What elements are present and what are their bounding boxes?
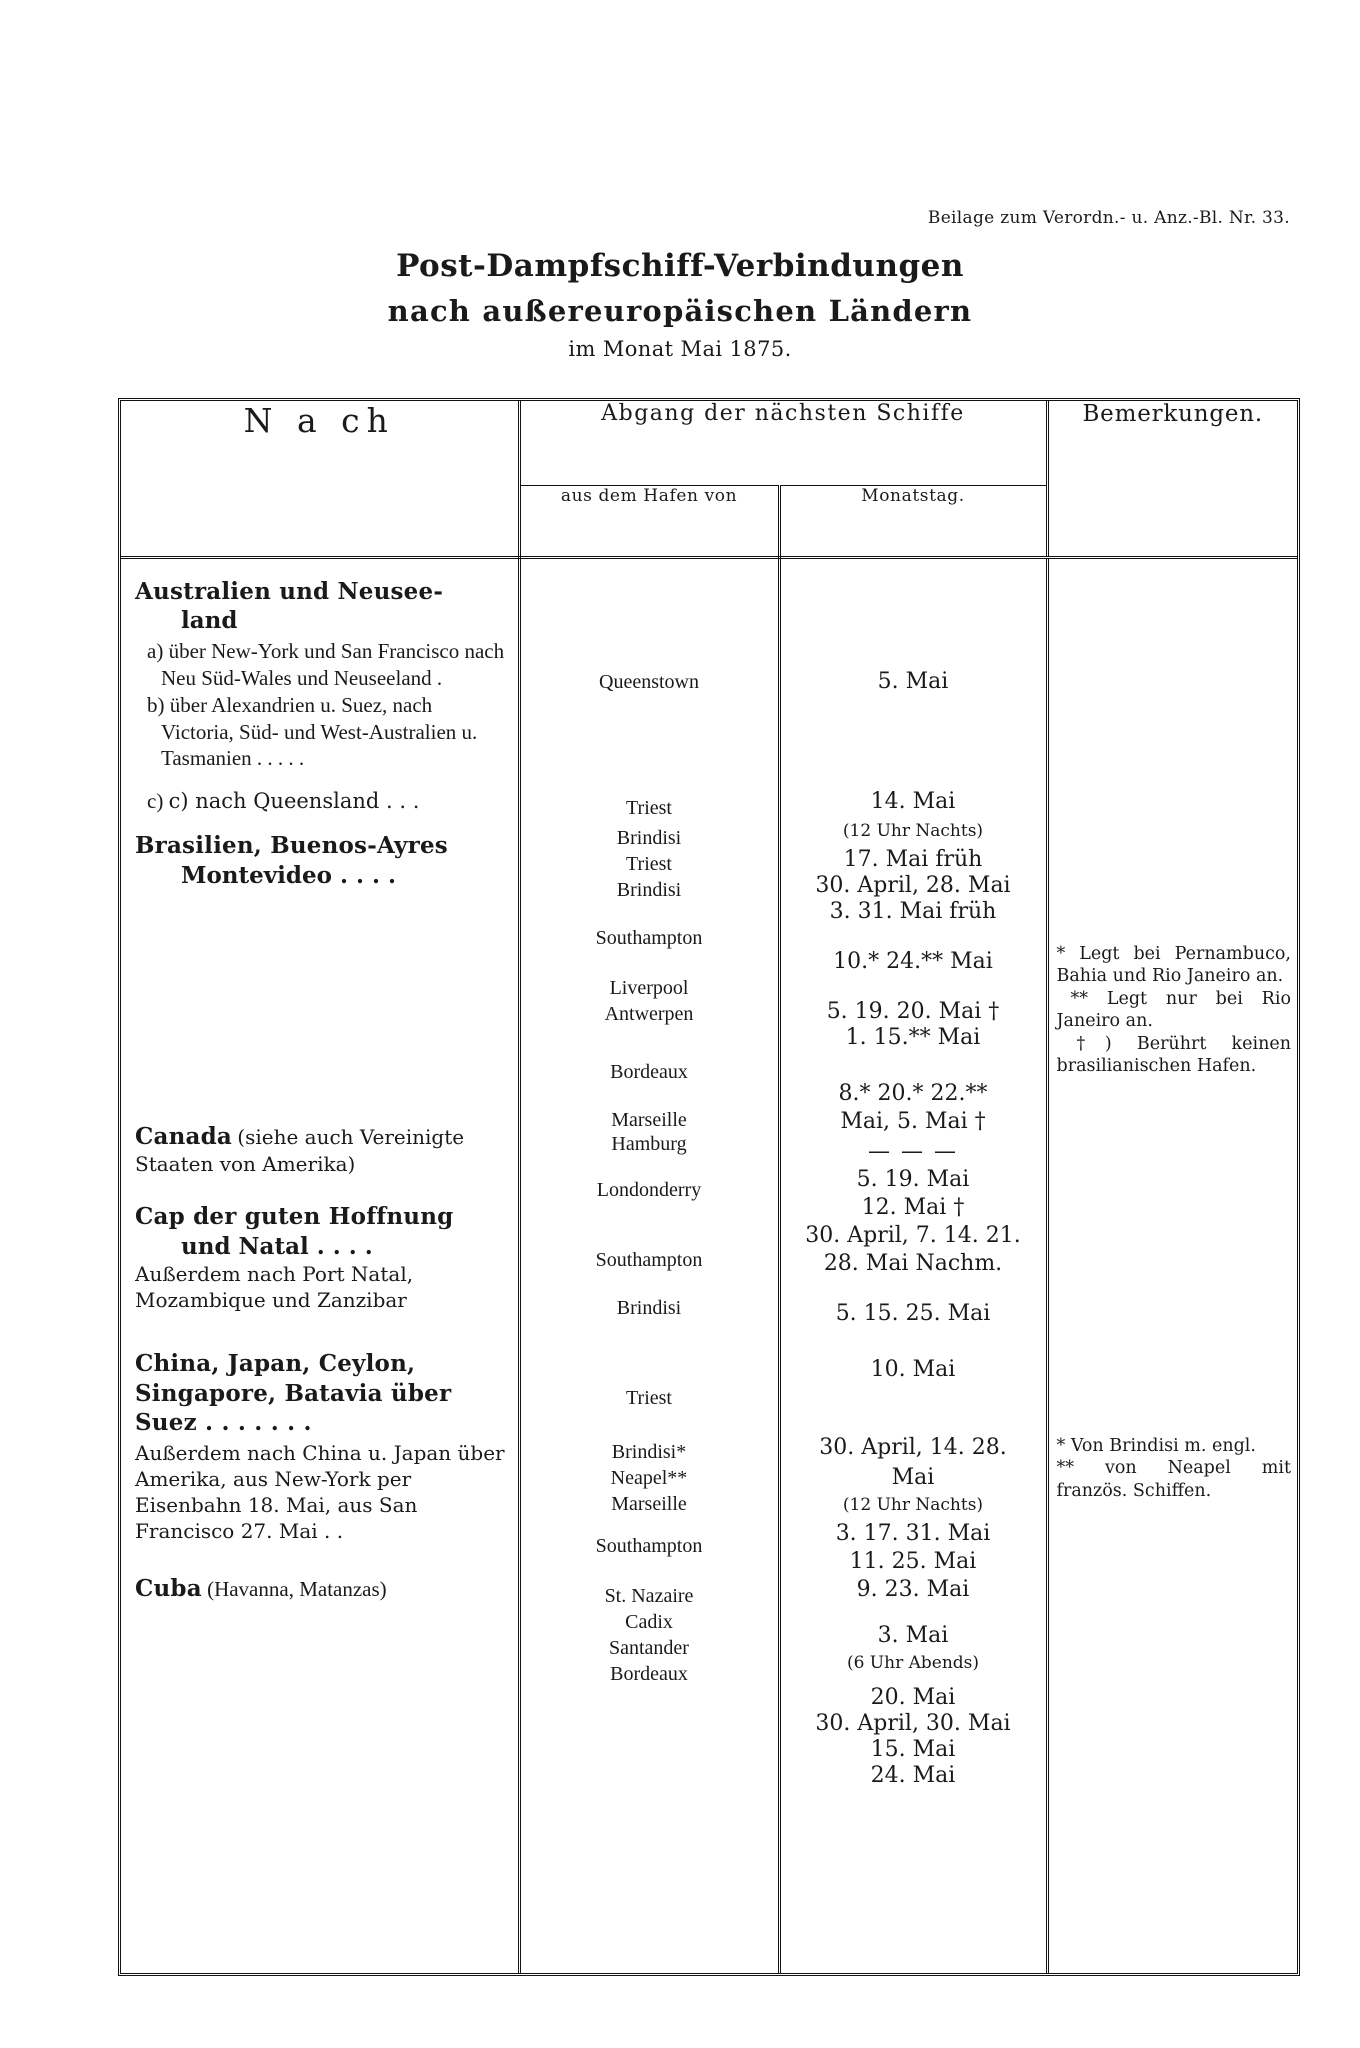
destination-subitem-c-text: c) nach Queensland . . . (168, 789, 420, 814)
destination-title: Cuba (135, 1574, 202, 1602)
date-value: 11. 25. Mai (849, 1549, 977, 1574)
remark-text: ** Legt nur bei Rio Janeiro an. (1056, 988, 1291, 1032)
port-name: Brindisi (616, 1297, 682, 1319)
table-row (135, 1202, 508, 1313)
date-value: Mai (891, 1465, 935, 1490)
date-value: 24. Mai (870, 1763, 956, 1788)
port-name: Southampton (595, 1249, 703, 1271)
ports-column (519, 558, 779, 1974)
port-name: St. Nazaire (604, 1585, 694, 1607)
port-name: Cadix (625, 1611, 673, 1633)
destination-subitem-c: c) c) nach Queensland . . . (147, 789, 420, 814)
date-note: (6 Uhr Abends) (846, 1653, 980, 1673)
remark-group (1057, 943, 1292, 1077)
date-value: 30. April, 28. Mai (815, 873, 1011, 898)
port-name: Antwerpen (604, 1003, 694, 1025)
port-name: Marseille (611, 1109, 687, 1131)
destination-subitem: b) über Alexandrien u. Suez, nach Victoria, Süd- und West-Australien u. Tasmanien . . . . . (147, 692, 478, 771)
page-subtitle: nach außereuropäischen Ländern (387, 294, 973, 328)
remarks-column (1047, 558, 1297, 1974)
date-value: 14. Mai (870, 789, 956, 814)
port-name: Brindisi (616, 879, 682, 901)
date-note: (12 Uhr Nachts) (842, 821, 984, 841)
remark-group (1057, 1435, 1292, 1502)
date-value: 28. Mai Nachm. (823, 1251, 1003, 1276)
destination-title: Brasilien, Buenos-Ayres (135, 832, 448, 860)
date-value: 30. April, 7. 14. 21. (805, 1223, 1021, 1248)
date-value: 10.* 24.** Mai (833, 949, 993, 974)
schedule-table (118, 398, 1300, 1976)
header-monatstag: Monatstag. (779, 485, 1047, 557)
date-value: 5. 15. 25. Mai (835, 1301, 991, 1326)
date-divider: — — — (868, 1139, 958, 1164)
destination-note: Außerdem nach Port Natal, Mozambique und Zanzibar (135, 1262, 414, 1313)
destination-title-cont: Singapore, Batavia über (135, 1379, 452, 1407)
remark-text: †) Berührt keinen brasilianischen Hafen. (1056, 1033, 1291, 1076)
destination-title-cont: land (181, 607, 238, 635)
schedule-table-inner (121, 401, 1297, 1973)
page-month: im Monat Mai 1875. (568, 337, 792, 361)
date-value: 9. 23. Mai (856, 1577, 970, 1602)
date-value: Mai, 5. Mai † (840, 1109, 986, 1134)
destination-title-cont: und Natal . . . . (181, 1232, 373, 1260)
dates-column (779, 558, 1047, 1974)
date-value: 1. 15.** Mai (845, 1025, 981, 1050)
remark-text: * Legt bei Pernambuco, Bahia und Rio Janeiro an. (1056, 944, 1291, 987)
date-value: 30. April, 30. Mai (815, 1711, 1011, 1736)
remark-text: * Von Brindisi m. engl. (1056, 1436, 1256, 1456)
port-name: Neapel** (610, 1467, 688, 1489)
header-nach: N a ch (121, 401, 519, 558)
destinations-column (121, 558, 519, 1974)
date-value: 5. 19. Mai (856, 1167, 970, 1192)
destination-title: Cap der guten Hoffnung (135, 1203, 454, 1231)
port-name: Triest (626, 797, 672, 819)
date-value: 30. April, 14. 28. (819, 1435, 1007, 1460)
remark-text: ** von Neapel mit französ. Schiffen. (1056, 1458, 1291, 1501)
port-name: Bordeaux (610, 1663, 688, 1685)
table-header-row-1 (121, 401, 1297, 485)
port-name: Londonderry (596, 1179, 702, 1201)
table-row (135, 1122, 508, 1178)
date-value: 3. Mai (877, 1623, 949, 1648)
port-name: Southampton (595, 1535, 703, 1557)
table-row (135, 1349, 508, 1543)
port-name: Brindisi (616, 827, 682, 849)
date-value: 10. Mai (870, 1357, 956, 1382)
date-value: 3. 31. Mai früh (829, 899, 997, 924)
date-note: (12 Uhr Nachts) (842, 1495, 984, 1515)
date-value: 12. Mai † (861, 1195, 965, 1220)
destination-note: (siehe auch Vereinigte Staaten von Amerika) (135, 1125, 465, 1177)
header-note: Beilage zum Verordn.- u. Anz.-Bl. Nr. 33. (927, 208, 1290, 228)
date-value: 17. Mai früh (843, 847, 983, 872)
port-name: Triest (626, 853, 672, 875)
port-name: Marseille (611, 1493, 687, 1515)
destination-canada (135, 1122, 508, 1178)
date-value: 15. Mai (870, 1737, 956, 1762)
destination-title-cont: Montevideo . . . . (181, 861, 396, 889)
header-bemerkungen: Bemerkungen. (1047, 401, 1297, 558)
destination-title-cont2: Suez . . . . . . . (135, 1409, 312, 1437)
port-name: Hamburg (611, 1133, 687, 1155)
header-hafen: aus dem Hafen von (519, 485, 779, 557)
header-abgang: Abgang der nächsten Schiffe (519, 401, 1047, 485)
page-title: Post-Dampfschiff-Verbindungen (396, 248, 964, 284)
port-name: Brindisi* (611, 1441, 687, 1463)
port-name: Triest (626, 1387, 672, 1409)
table-row (135, 577, 508, 815)
destination-title: China, Japan, Ceylon, (135, 1350, 416, 1378)
port-name: Southampton (595, 927, 703, 949)
date-value: 3. 17. 31. Mai (835, 1521, 991, 1546)
port-name: Santander (609, 1637, 689, 1659)
destination-note: Außerdem nach China u. Japan über Amerika, aus New-York per Eisenbahn 18. Mai, aus San Francisco 27. Mai . . (135, 1440, 505, 1543)
title-block (0, 248, 1360, 361)
table-row (135, 831, 508, 890)
destination-subitem: a) über New-York und San Francisco nach Neu Süd-Wales und Neuseeland . (147, 638, 505, 690)
destination-title: Australien und Neusee- (135, 578, 444, 605)
port-name: Queenstown (599, 671, 699, 693)
date-value: 20. Mai (870, 1685, 956, 1710)
date-value: 5. Mai (877, 669, 949, 694)
port-name: Bordeaux (610, 1061, 688, 1083)
table-body-row (121, 558, 1297, 1974)
port-name: Liverpool (609, 977, 689, 999)
date-value: 5. 19. 20. Mai † (826, 999, 1000, 1024)
date-value: 8.* 20.* 22.** (838, 1081, 988, 1106)
table-row (135, 1574, 508, 1603)
destination-title: Canada (135, 1123, 233, 1150)
destination-note: (Havanna, Matanzas) (207, 1576, 387, 1601)
